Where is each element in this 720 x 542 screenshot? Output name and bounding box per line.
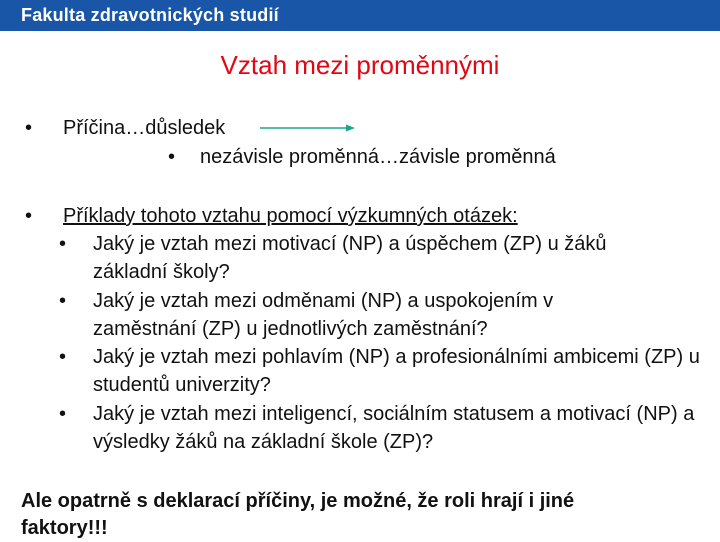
cause-effect-label: Příčina…důsledek xyxy=(63,117,226,139)
sub-bullet-glyph: • xyxy=(59,403,67,425)
sub-bullet-glyph: • xyxy=(59,290,67,312)
example-question-3: Jaký je vztah mezi pohlavím (NP) a profesionálními ambicemi (ZP) u studentů univerzity? xyxy=(93,346,700,396)
example-question-2: Jaký je vztah mezi odměnami (NP) a uspokojením v zaměstnání (ZP) u jednotlivých zaměstnání? xyxy=(93,290,554,340)
example-question-1: Jaký je vztah mezi motivací (NP) a úspěchem (ZP) u žáků základní školy? xyxy=(93,233,607,283)
examples-heading: Příklady tohoto vztahu pomocí výzkumných otázek: xyxy=(63,205,518,227)
sub-bullet-glyph: • xyxy=(59,233,67,255)
variables-label: nezávisle proměnná…závisle proměnná xyxy=(200,146,556,168)
bullet-glyph: • xyxy=(25,205,33,227)
faculty-name: Fakulta zdravotnických studií xyxy=(21,5,279,25)
header-bar xyxy=(0,0,720,31)
conclusion-note: Ale opatrně s deklarací příčiny, je možné, že roli hrají i jiné faktory!!! xyxy=(21,490,575,539)
sub-bullet-glyph: • xyxy=(168,146,176,168)
slide-title: Vztah mezi proměnnými xyxy=(220,50,500,80)
arrow-right-icon xyxy=(258,122,358,134)
example-question-4: Jaký je vztah mezi inteligencí, sociálním statusem a motivací (NP) a výsledky žáků na základní škole (ZP)? xyxy=(93,403,695,453)
sub-bullet-glyph: • xyxy=(59,346,67,368)
bullet-glyph: • xyxy=(25,117,33,139)
